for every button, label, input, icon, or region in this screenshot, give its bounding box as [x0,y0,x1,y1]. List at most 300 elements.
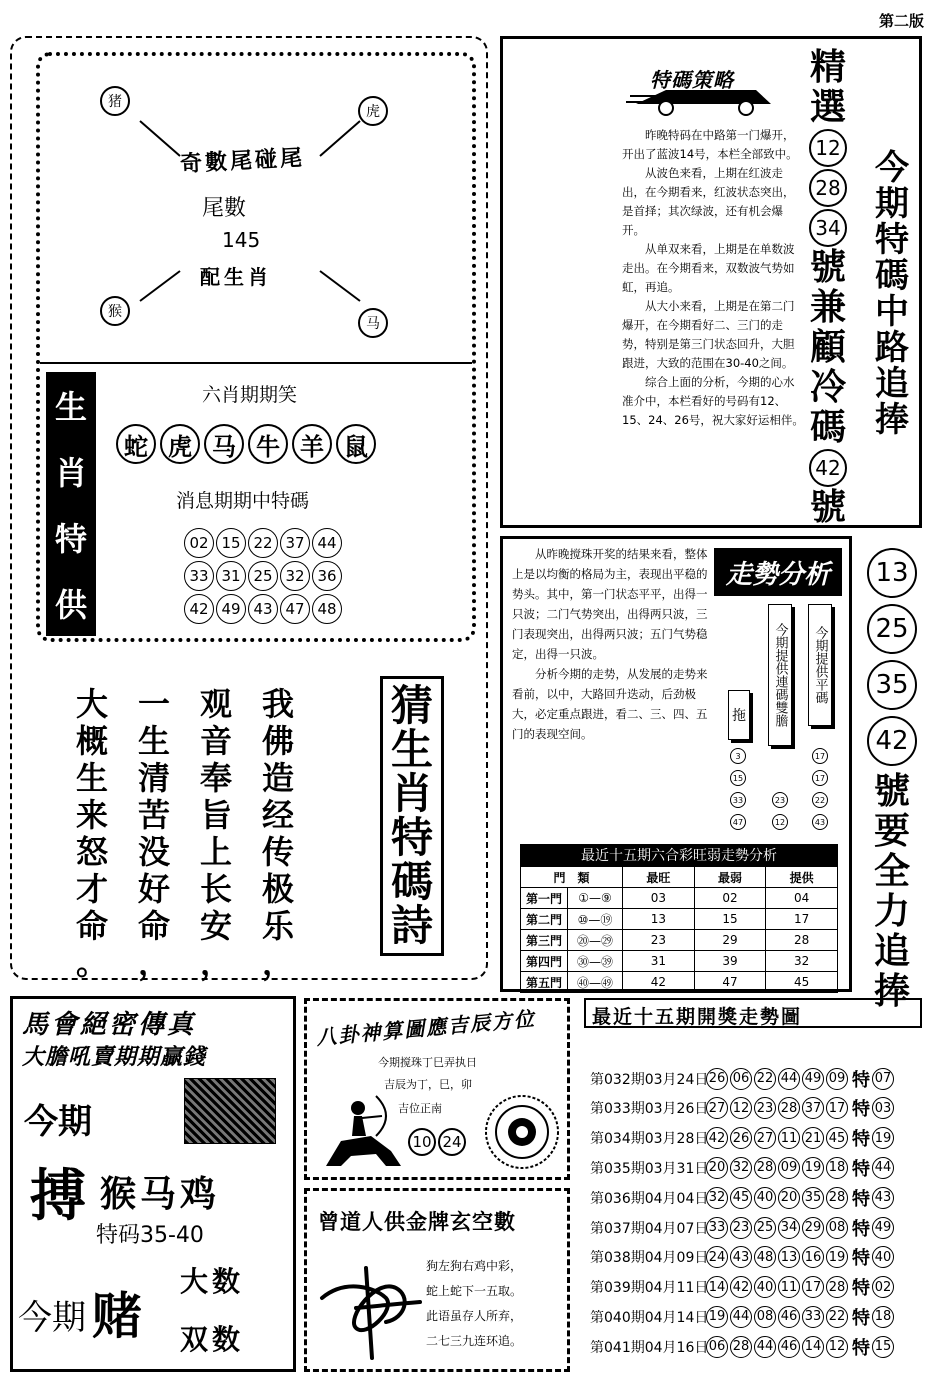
history-number: 12 [730,1097,752,1119]
history-number: 08 [754,1306,776,1328]
history-number: 06 [730,1068,752,1090]
bagua-line1: 今期搅珠丁巳弄执日 [378,1056,477,1069]
strength-cell-door: 第五門 [521,972,568,993]
history-number: 34 [778,1217,800,1239]
strategy-paragraph: 从单双来看，上期是在单数波走出。在今期看来，双数波气势如虹，再追。 [622,242,795,294]
history-number: 16 [802,1246,824,1268]
poem-char: 传 [262,833,295,871]
history-number: 46 [778,1306,800,1328]
archer-icon [316,1086,406,1170]
history-number: 09 [778,1157,800,1179]
zodiac-animal: 虎 [160,424,200,464]
history-special-number: 19 [872,1127,894,1149]
strategy-header [626,60,776,122]
trend-small-number: 43 [812,814,828,830]
trend-small-number: 17 [812,770,828,786]
history-number: 17 [826,1097,848,1119]
strength-cell-max: 13 [623,909,695,930]
strength-cell-max: 23 [623,930,695,951]
poem-char: 上 [200,833,233,871]
history-number: 23 [754,1097,776,1119]
strength-cell-range: ①—⑨ [568,888,623,909]
trend-col3-label: 今期提供平碼 [808,604,832,726]
history-number: 49 [802,1068,824,1090]
trend-col2-nums [772,792,788,836]
trend-small-number: 12 [772,814,788,830]
history-date-label: 第032期03月24日 [590,1071,709,1088]
history-number: 37 [802,1097,824,1119]
history-number: 33 [706,1217,728,1239]
signature-icon [316,1258,426,1362]
tail-divider [40,362,472,364]
tail-value: 145 [222,228,261,252]
history-date-label: 第040期04月14日 [590,1309,709,1326]
side-title-char: 路 [875,328,909,368]
poem-char: 来 [76,796,109,834]
fax-today: 今期 [24,1102,92,1142]
poem-char: 。 [76,944,109,982]
trend-side-char: 捧 [873,971,910,1012]
poem-title-char: 生 [390,725,433,774]
history-number: 23 [730,1217,752,1239]
msg-number: 44 [312,528,342,558]
strength-cell-range: ⑳—㉙ [568,930,623,951]
golden-lines [426,1254,522,1354]
side-title-char: 追 [875,364,909,404]
strategy-text [622,126,804,430]
strength-cell-range: ㊵—㊾ [568,972,623,993]
history-row [590,1183,896,1212]
trend-col3-nums [812,748,828,836]
history-date-label: 第035期03月31日 [590,1160,709,1177]
side-char: 生 [54,388,87,426]
msg-number: 48 [312,594,342,624]
history-date-label: 第037期04月07日 [590,1220,709,1237]
strength-header-row [521,867,838,888]
poem-char: 我 [262,685,295,723]
history-number: 20 [778,1187,800,1209]
horse-image-icon [184,1078,276,1144]
poem-body [76,686,294,982]
poem-title-box [380,676,444,956]
six-zodiac-row [116,424,376,464]
poem-char: 怒 [76,833,109,871]
msg-number-row [184,594,342,624]
strength-row [521,888,838,909]
match-label: 配生肖 [200,265,272,289]
poem-char: 一 [138,685,171,723]
trend-side-char: 要 [873,811,910,852]
msg-number: 43 [248,594,278,624]
trend-header: 走勢分析 [714,548,842,596]
trend-text [512,544,708,744]
side-title-char: 今 [875,148,909,188]
poem-char: 安 [200,907,233,945]
select-char: 號 [809,487,846,528]
history-row [590,1094,896,1123]
bagua-line2: 吉辰为丁，巳，卯 [384,1078,472,1091]
trend-small-number: 15 [730,770,746,786]
history-row [590,1302,896,1331]
history-special-number: 07 [872,1068,894,1090]
side-title-char: 特 [875,220,909,260]
poem-char: 才 [76,870,109,908]
zodiac-animal: 蛇 [116,424,156,464]
poem-char: 没 [138,833,171,871]
poem-char: 长 [200,870,233,908]
strength-cell-max: 42 [623,972,695,993]
golden-line: 此语虽存人所弃， [426,1309,523,1323]
corner-animal-tiger: 虎 [358,96,388,126]
corner-animal-pig: 猪 [100,86,130,116]
poem-char: ， [138,944,171,982]
history-row [590,1332,896,1361]
history-special-label: 特 [852,1337,870,1359]
history-number: 24 [706,1246,728,1268]
msg-number: 22 [248,528,278,558]
history-number: 26 [706,1068,728,1090]
history-special-number: 02 [872,1276,894,1298]
trend-side-number: 42 [867,716,917,766]
poem-title-char: 詩 [390,901,433,950]
fax-bet-animals: 猴马鸡 [100,1174,221,1215]
strength-table [520,866,838,993]
poem-char: 生 [138,722,171,760]
poem-char: 经 [262,796,295,834]
strategy-title: 特碼策略 [650,68,734,92]
poem-char: ， [262,944,295,982]
history-number: 12 [826,1336,848,1358]
history-special-number: 43 [872,1187,894,1209]
msg-number: 37 [280,528,310,558]
strategy-paragraph: 从大小来看，上期是在第二门爆开，在今期看好二、三门的走势，特别是第三门状态回升，大胆跟进，大致的范围在30-40之间。 [622,299,795,370]
history-number: 32 [706,1187,728,1209]
strength-row [521,951,838,972]
trend-small-number: 17 [812,748,828,764]
side-title-char: 捧 [875,400,909,440]
strategy-paragraph: 从波色来看，上期在红波走出，在今期看来，红波状态突出，是首择；其次绿波，还有机会爆开。 [622,166,795,237]
history-special-label: 特 [852,1099,870,1121]
msg-number: 31 [216,561,246,591]
strength-header-cell: 最旺 [623,867,695,888]
side-title-char: 中 [875,292,909,332]
history-special-label: 特 [852,1218,870,1240]
poem-char: 旨 [200,796,233,834]
tail-title: 奇數尾碰尾 [179,144,306,178]
history-number: 32 [730,1157,752,1179]
history-number: 45 [730,1187,752,1209]
strength-cell-min: 47 [694,972,766,993]
history-date-label: 第038期04月09日 [590,1250,709,1267]
history-date-label: 第034期03月28日 [590,1131,709,1148]
msg-number: 36 [312,561,342,591]
history-special-number: 40 [872,1246,894,1268]
msg-number: 32 [280,561,310,591]
poem-char: 观 [200,685,233,723]
poem-char: 好 [138,870,171,908]
strategy-paragraph: 昨晚特码在中路第一门爆开，开出了蓝波14号，本栏全部致中。 [622,128,798,161]
history-number: 43 [730,1246,752,1268]
edition-label: 第二版 [878,12,924,30]
trend-paragraph: 从昨晚搅珠开奖的结果来看，整体上是以均衡的格局为主，表现出平稳的势头。其中，第一门状态平平，出得一只波；二门气势突出，出得两只波，三门表现突出，出得两只波；五门气势稳定，出得一只波。 [512,547,708,661]
strength-row [521,909,838,930]
msg-number: 47 [280,594,310,624]
trend-side-char: 號 [873,771,910,812]
bagua-compass-icon [482,1092,562,1172]
poem-char: 佛 [262,722,295,760]
history-number: 35 [802,1187,824,1209]
tail-label: 尾數 [202,196,247,221]
bagua-title: 八卦神算圖應吉辰方位 [315,1006,537,1050]
history-number: 44 [754,1336,776,1358]
history-number: 14 [706,1276,728,1298]
strength-header-cell: 提供 [766,867,838,888]
strength-cell-give: 45 [766,972,838,993]
strength-cell-min: 29 [694,930,766,951]
strength-cell-door: 第三門 [521,930,568,951]
history-number: 20 [706,1157,728,1179]
select-char: 兼 [809,287,846,328]
fax-bet-char: 搏 [30,1164,86,1229]
history-special-label: 特 [852,1307,870,1329]
history-special-number: 15 [872,1336,894,1358]
select-char: 選 [809,87,846,128]
msg-title: 消息期期中特碼 [176,490,310,512]
history-number: 25 [754,1217,776,1239]
strength-cell-give: 17 [766,909,838,930]
history-number: 28 [778,1097,800,1119]
history-number: 11 [778,1127,800,1149]
strength-table-title: 最近十五期六合彩旺弱走勢分析 [520,844,838,866]
trend-side-char: 全 [873,851,910,892]
strength-cell-door: 第一門 [521,888,568,909]
trend-side [862,548,922,1012]
history-number: 28 [754,1157,776,1179]
fax-special-range: 特码35-40 [96,1223,204,1248]
poem-column [200,686,232,982]
tail-section [40,56,470,361]
history-number: 44 [730,1306,752,1328]
fax-gamble-big: 大数 [180,1265,245,1298]
history-number: 42 [730,1276,752,1298]
msg-numbers [184,528,342,627]
side-char: 肖 [54,454,87,492]
poem-title-char: 肖 [390,769,433,818]
strength-cell-give: 28 [766,930,838,951]
select-number: 12 [809,129,847,167]
msg-number: 25 [248,561,278,591]
poem-char: 乐 [262,907,295,945]
history-number: 14 [802,1336,824,1358]
trend-small-number: 23 [772,792,788,808]
zodiac-animal: 牛 [248,424,288,464]
poem-char: 生 [76,759,109,797]
poem-char: 清 [138,759,171,797]
strength-cell-max: 03 [623,888,695,909]
zodiac-animal: 马 [204,424,244,464]
six-zodiac-title: 六肖期期笑 [202,384,298,406]
trend-side-char: 力 [873,891,910,932]
history-special-number: 03 [872,1097,894,1119]
strength-row [521,930,838,951]
side-title-char: 期 [875,184,909,224]
strength-header-cell: 最弱 [694,867,766,888]
corner-animal-monkey: 猴 [100,296,130,326]
bagua-line3: 吉位正南 [398,1102,442,1115]
poem-char: ， [200,944,233,982]
strength-cell-min: 15 [694,909,766,930]
history-special-number: 49 [872,1217,894,1239]
trend-small-number: 3 [730,748,746,764]
poem-char: 极 [262,870,295,908]
bagua-number: 10 [408,1128,436,1156]
poem-column [262,686,294,982]
poem-char: 大 [76,685,109,723]
select-char: 號 [809,247,846,288]
trend-side-char: 追 [873,931,910,972]
strength-cell-range: ⑩—⑲ [568,909,623,930]
history-date-label: 第039期04月11日 [590,1280,709,1297]
strategy-side-title [868,150,916,438]
fax-gamble-char: 赌 [92,1287,142,1345]
poem-title-char: 碼 [390,857,433,906]
history-number: 19 [706,1306,728,1328]
fax-subtitle: 大膽吼賣期期贏錢 [22,1045,207,1070]
history-number: 27 [706,1097,728,1119]
history-row [590,1273,896,1302]
corner-animal-horse: 马 [358,308,388,338]
strength-row [521,972,838,993]
bagua-numbers [408,1128,466,1156]
msg-number: 33 [184,561,214,591]
history-row [590,1064,896,1093]
history-special-number: 18 [872,1306,894,1328]
trend-side-number: 25 [867,604,917,654]
msg-number: 42 [184,594,214,624]
trend-small-number: 47 [730,814,746,830]
history-number: 18 [826,1157,848,1179]
history-number: 40 [754,1187,776,1209]
strength-cell-max: 31 [623,951,695,972]
poem-title-char: 特 [390,813,433,862]
history-number: 09 [826,1068,848,1090]
history-number: 22 [754,1068,776,1090]
history-number: 44 [778,1068,800,1090]
strength-cell-give: 32 [766,951,838,972]
history-number: 40 [754,1276,776,1298]
history-row [590,1213,896,1242]
trend-side-number: 35 [867,660,917,710]
select-char: 精 [809,47,846,88]
history-special-label: 特 [852,1069,870,1091]
history-date-label: 第036期04月04日 [590,1190,709,1207]
history-row [590,1124,896,1153]
select-number: 28 [809,169,847,207]
select-char: 冷 [809,367,846,408]
select-char: 碼 [809,407,846,448]
history-number: 42 [706,1127,728,1149]
history-number: 19 [826,1246,848,1268]
select-cold-number: 42 [809,449,847,487]
history-title: 最近十五期開獎走勢圖 [592,1006,803,1028]
history-number: 28 [730,1336,752,1358]
golden-line: 狗左狗右鸡中彩， [426,1259,523,1273]
trend-paragraph: 分析今期的走势，从发展的走势来看前，以中，大路回升迭动，后劲极大，必定重点跟进，看二、三、四、五门的表现空间。 [512,667,708,741]
history-number: 45 [826,1127,848,1149]
poem-char: 命 [76,907,109,945]
select-char: 顧 [809,327,846,368]
trend-small-number: 22 [812,792,828,808]
zodiac-side-label [46,372,96,636]
history-number: 46 [778,1336,800,1358]
msg-number-row [184,528,342,558]
history-number: 33 [802,1306,824,1328]
history-special-label: 特 [852,1158,870,1180]
msg-number: 02 [184,528,214,558]
select-column [806,48,850,528]
msg-number-row [184,561,342,591]
trend-side-text [874,772,910,1012]
history-number: 26 [730,1127,752,1149]
zodiac-animal: 鼠 [336,424,376,464]
trend-small-number: 33 [730,792,746,808]
history-number: 19 [802,1157,824,1179]
side-title-char: 碼 [875,256,909,296]
select-number: 34 [809,209,847,247]
history-special-label: 特 [852,1129,870,1151]
history-row [590,1153,896,1182]
poem-char: 音 [200,722,233,760]
poem-char: 苦 [138,796,171,834]
bagua-number: 24 [438,1128,466,1156]
golden-line: 蛇上蛇下一五取。 [426,1284,523,1298]
history-number: 22 [826,1306,848,1328]
strength-cell-give: 04 [766,888,838,909]
fax-title: 馬會絕密傳真 [22,1010,197,1040]
history-number: 11 [778,1276,800,1298]
history-date-label: 第033期03月26日 [590,1101,709,1118]
golden-line: 二七三九连环追。 [426,1334,523,1348]
trend-col1-label: 拖 [728,690,750,740]
history-number: 13 [778,1246,800,1268]
history-number: 27 [754,1127,776,1149]
history-number: 08 [826,1217,848,1239]
strength-cell-range: ㉚—㊴ [568,951,623,972]
trend-side-number: 13 [867,548,917,598]
poem-title-char: 猜 [390,681,433,730]
history-special-label: 特 [852,1188,870,1210]
poem-char: 造 [262,759,295,797]
fax-gamble-even: 双数 [180,1323,245,1356]
history-number: 06 [706,1336,728,1358]
history-date-label: 第041期04月16日 [590,1339,709,1356]
side-char: 供 [54,586,87,624]
history-special-label: 特 [852,1278,870,1300]
history-number: 21 [802,1127,824,1149]
history-number: 17 [802,1276,824,1298]
zodiac-animal: 羊 [292,424,332,464]
history-number: 28 [826,1187,848,1209]
strength-cell-min: 02 [694,888,766,909]
history-special-label: 特 [852,1248,870,1270]
history-special-number: 44 [872,1157,894,1179]
golden-title: 曾道人供金牌玄空數 [318,1210,516,1234]
history-number: 48 [754,1246,776,1268]
fax-gamble-prefix: 今期 [18,1298,86,1338]
msg-number: 49 [216,594,246,624]
trend-col1-nums [730,748,746,836]
poem-char: 命 [138,907,171,945]
